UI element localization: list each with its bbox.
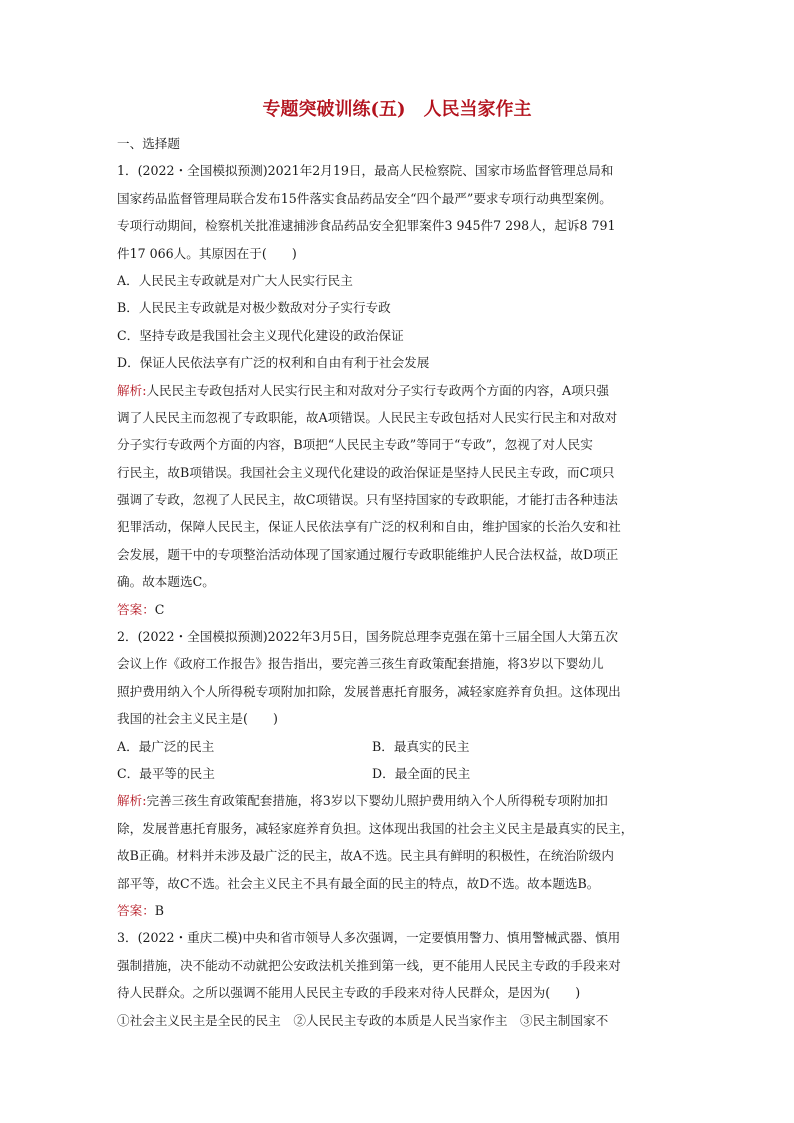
options-row — [117, 733, 677, 760]
analysis-line: 确。故本题选C。 — [117, 574, 215, 590]
analysis-line: 分子实行专政两个方面的内容，B项把“人民民主专政”等同于“专政”，忽视了对人民实 — [117, 437, 593, 453]
analysis-text: 完善三孩生育政策配套措施，将3岁以下婴幼儿照护费用纳入个人所得税专项附加扣 — [146, 793, 608, 809]
option-c: C．最平等的民主 — [117, 765, 215, 781]
analysis-line: 行民主，故B项错误。我国社会主义现代化建设的政治保证是坚持人民民主专政，而C项只 — [117, 464, 615, 480]
question-line: 专项行动期间，检察机关批准逮捕涉食品药品安全犯罪案件3 945件7 298人，起诉8 791 — [117, 218, 616, 234]
analysis-line: 除，发展普惠托育服务，减轻家庭养育负担。这体现出我国的社会主义民主是最真实的民主， — [117, 820, 634, 836]
answer-label: 答案： — [117, 902, 155, 918]
question-1 — [117, 157, 677, 623]
option-b: B．人民民主专政就是对极少数敌对分子实行专政 — [117, 300, 391, 316]
document-content — [117, 96, 677, 1034]
option-c: C．坚持专政是我国社会主义现代化建设的政治保证 — [117, 327, 404, 343]
question-line: ①社会主义民主是全民的民主 ②人民民主专政的本质是人民当家作主 ③民主制国家不 — [117, 1012, 609, 1028]
analysis-line: 犯罪活动，保障人民民主，保证人民依法享有广泛的权利和自由，维护国家的长治久安和社 — [117, 519, 621, 535]
answer-value: C — [154, 601, 165, 617]
question-line: 我国的社会主义民主是( ) — [117, 711, 278, 727]
option-d: D．保证人民依法享有广泛的权利和自由有利于社会发展 — [117, 355, 430, 371]
analysis-line — [117, 377, 677, 404]
analysis-label: 解析: — [117, 793, 147, 809]
question-3 — [117, 924, 677, 1034]
analysis-line: 调了人民民主而忽视了专政职能，故A项错误。人民民主专政包括对人民实行民主和对敌对 — [117, 409, 618, 425]
question-line: 照护费用纳入个人所得税专项附加扣除，发展普惠托育服务，减轻家庭养育负担。这体现出 — [117, 683, 621, 699]
options-row — [117, 760, 677, 787]
analysis-line: 故B正确。材料并未涉及最广泛的民主，故A不选。民主具有鲜明的积极性，在统治阶级内 — [117, 848, 614, 864]
section-heading: 一、选择题 — [117, 136, 180, 151]
answer-line — [117, 897, 677, 924]
question-line: 强制措施，决不能动不动就把公安政法机关推到第一线，更不能用人民民主专政的手段来对 — [117, 957, 621, 973]
question-line: 2．(2022・全国模拟预测)2022年3月5日，国务院总理李克强在第十三届全国人大第五次 — [117, 629, 618, 645]
analysis-text: 人民民主专政包括对人民实行民主和对敌对分子实行专政两个方面的内容，A项只强 — [146, 382, 609, 398]
option-a: A．人民民主专政就是对广大人民实行民主 — [117, 272, 353, 288]
answer-line — [117, 596, 677, 623]
analysis-line: 部平等，故C不选。社会主义民主不具有最全面的民主的特点，故D不选。故本题选B。 — [117, 875, 600, 891]
question-line: 3．(2022・重庆二模)中央和省市领导人多次强调，一定要慎用警力、慎用警械武器、慎用 — [117, 930, 621, 946]
page-title: 专题突破训练(五) 人民当家作主 — [262, 99, 532, 120]
analysis-line — [117, 787, 677, 814]
question-line: 会议上作《政府工作报告》报告指出，要完善三孩生育政策配套措施，将3岁以下婴幼儿 — [117, 656, 604, 672]
answer-label: 答案： — [117, 601, 155, 617]
question-line: 国家药品监督管理局联合发布15件落实食品药品安全“四个最严”要求专项行动典型案例。 — [117, 190, 612, 206]
question-line: 1．(2022・全国模拟预测)2021年2月19日，最高人民检察院、国家市场监督管理总局和 — [117, 163, 614, 179]
option-a: A．最广泛的民主 — [117, 738, 215, 754]
question-2 — [117, 623, 677, 924]
question-line: 待人民群众。之所以强调不能用人民民主专政的手段来对待人民群众，是因为( ) — [117, 985, 581, 1001]
analysis-line: 强调了专政，忽视了人民民主，故C项错误。只有坚持国家的专政职能，才能打击各种违法 — [117, 492, 618, 508]
analysis-line: 会发展，题干中的专项整治活动体现了国家通过履行专政职能维护人民合法权益，故D项正 — [117, 546, 619, 562]
option-b: B．最真实的民主 — [372, 738, 470, 754]
question-line: 件17 066人。其原因在于( ) — [117, 245, 297, 261]
option-d: D．最全面的民主 — [372, 765, 471, 781]
analysis-label: 解析: — [117, 382, 147, 398]
answer-value: B — [154, 902, 165, 918]
